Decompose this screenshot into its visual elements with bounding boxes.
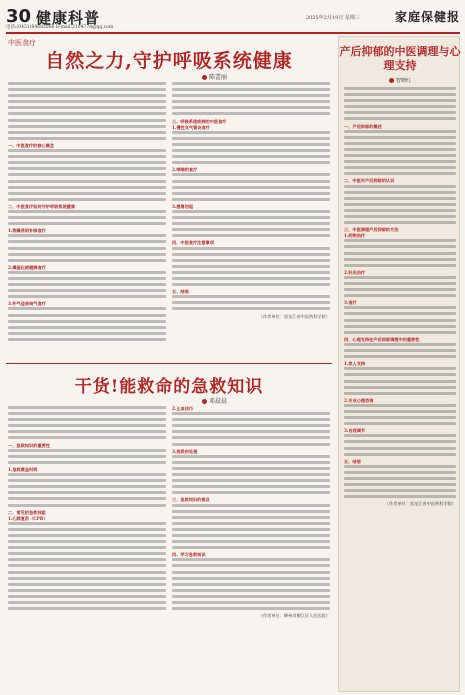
body-text-block	[172, 504, 330, 550]
page-number: 30	[6, 6, 32, 27]
body-text-block	[172, 295, 330, 310]
author-icon	[202, 75, 207, 80]
body-text-block	[172, 412, 330, 445]
subhead: 2.燥湿化痰健脾食疗	[8, 264, 46, 270]
body-text-block	[172, 173, 330, 200]
subhead: 一、急救知识的重要性	[8, 442, 50, 448]
author-affiliation: （作者单位：黑龙江省中医药科学院）	[384, 501, 456, 507]
subhead: 五、结语	[172, 289, 189, 295]
body-text-block	[8, 271, 166, 298]
subhead: 2.哮喘的食疗	[172, 167, 198, 173]
body-text-block	[172, 558, 330, 610]
body-text-block	[8, 149, 166, 201]
author-name: 邓晨晨	[209, 398, 228, 405]
subhead: 1.家人支持	[344, 361, 366, 367]
page-header	[6, 4, 460, 34]
subhead: 2.专业心理咨询	[344, 397, 374, 403]
article-body-col1	[8, 82, 166, 360]
subhead: 3.补气益肾纳气食疗	[8, 301, 46, 307]
body-text-block	[344, 404, 456, 425]
article-body-col2	[172, 82, 330, 360]
subhead: 四、中医食疗注意事项	[172, 240, 214, 246]
subhead: 3.食疗	[344, 300, 357, 306]
subhead: 一、中医食疗的核心概念	[8, 142, 55, 148]
subhead: 1.急救黄金时间	[8, 466, 38, 472]
left-column	[6, 36, 332, 692]
subhead: 五、结语	[344, 458, 361, 464]
right-article-body	[344, 87, 456, 687]
body-text-block	[344, 465, 456, 498]
body-text-block	[344, 276, 456, 297]
article-headline-postpartum: 产后抑郁的中医调理与心理支持	[339, 45, 461, 72]
article2-body-col1	[8, 406, 166, 688]
body-text-block	[8, 82, 166, 140]
subhead: 三、中医调理产后抑郁的方法	[344, 227, 399, 233]
body-text-block	[8, 406, 166, 439]
subhead: 3.感冒初起	[172, 203, 194, 209]
body-text-block	[8, 522, 166, 610]
body-text-block	[344, 434, 456, 455]
author-affiliation: （作者单位：黑龙江省中医药科学院）	[258, 313, 330, 319]
author-name: 陈蕾丽	[209, 74, 228, 81]
subhead: 三、急救知识的普及	[172, 497, 210, 503]
author-icon	[389, 78, 394, 83]
body-text-block	[172, 210, 330, 237]
article2-body-col2	[172, 406, 330, 688]
body-text-block	[8, 473, 166, 506]
article-headline-firstaid: 干货!能救命的急救知识	[74, 377, 264, 397]
hotline-text: 电话:(0451)84685066 E-mail:2194778@qq.com	[6, 25, 114, 30]
subhead: 二、常见的急救技能	[8, 509, 46, 515]
issue-date: 2025年2月19日 星期三	[306, 15, 360, 21]
body-text-block	[172, 82, 330, 115]
subhead: 二、中医食疗如何守护呼吸系统健康	[8, 203, 76, 209]
subhead: 1.药物治疗	[344, 233, 366, 239]
body-text-block	[172, 131, 330, 164]
subhead: 四、学习急救知识	[172, 552, 206, 558]
section-title: 健康科普	[36, 9, 101, 27]
right-column	[338, 36, 460, 692]
subhead: 2.针灸治疗	[344, 269, 366, 275]
section-divider	[6, 363, 332, 364]
subhead: 3.自我调节	[344, 428, 366, 434]
body-text-block	[344, 130, 456, 176]
article-byline	[202, 396, 227, 405]
body-text-block	[344, 343, 456, 358]
article-headline-breathing: 自然之力,守护呼吸系统健康	[45, 50, 293, 72]
article-kicker: 中医食疗	[8, 39, 36, 47]
body-text-block	[344, 87, 456, 120]
author-name: 智晓红	[395, 78, 411, 84]
subhead: 1.慢性支气管炎食疗	[172, 124, 210, 130]
body-text-block	[344, 185, 456, 225]
article-byline	[339, 77, 461, 84]
newspaper-name: 家庭保健报	[394, 10, 460, 24]
author-icon	[202, 399, 207, 404]
subhead: 2.止血技巧	[172, 406, 194, 411]
body-text-block	[344, 367, 456, 394]
article-byline	[202, 72, 227, 81]
body-text-block	[8, 210, 166, 225]
subhead: 三、呼吸系统疾病的中医食疗	[172, 118, 227, 124]
body-text-block	[172, 247, 330, 287]
author-affiliation: （作者单位：柳州市柳江区人民医院）	[258, 613, 330, 619]
subhead: 四、心理支持在产后抑郁调理中的重要性	[344, 336, 420, 342]
body-text-block	[344, 306, 456, 333]
subhead: 1.心肺复苏（CPR）	[8, 515, 48, 521]
body-text-block	[172, 455, 330, 495]
body-text-block	[344, 239, 456, 266]
body-text-block	[8, 449, 166, 464]
subhead: 1.润燥养阴补肺食疗	[8, 228, 46, 234]
body-text-block	[8, 307, 166, 340]
subhead: 一、产后抑郁的概述	[344, 123, 382, 129]
subhead: 二、中医对产后抑郁的认识	[344, 178, 395, 184]
subhead: 3.烧烫伤处理	[172, 448, 198, 454]
body-text-block	[8, 234, 166, 261]
